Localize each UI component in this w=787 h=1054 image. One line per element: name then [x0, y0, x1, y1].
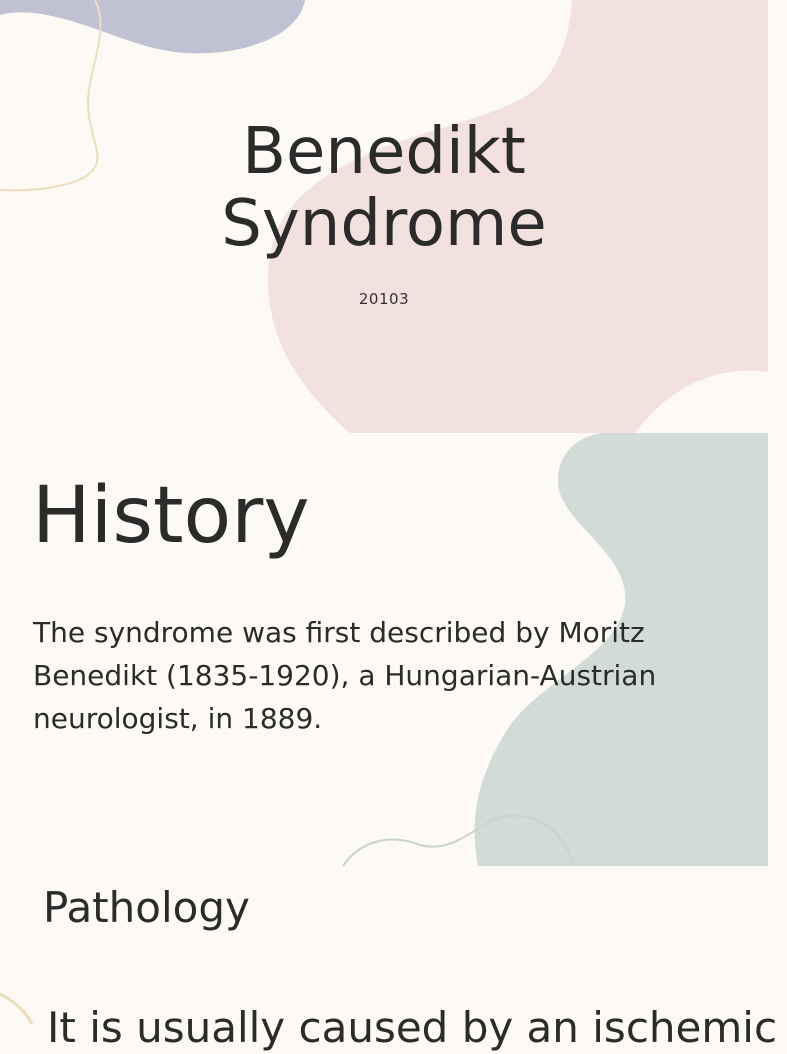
slide-subtitle: 20103 — [358, 290, 410, 308]
lavender-blob-shape — [0, 0, 305, 53]
slide-body-text: The syndrome was first described by Moritz Benedikt (1835-1920), a Hungarian-Austrian neurologist, in 1889. — [33, 616, 657, 735]
pathology-slide — [0, 866, 778, 1052]
slide-body-text: It is usually caused by an ischemic — [47, 1003, 778, 1052]
slide-heading: Pathology — [43, 883, 250, 932]
history-slide — [0, 433, 768, 866]
title-slide — [0, 0, 768, 433]
slide-heading: History — [32, 471, 310, 561]
slide-title: Benedikt Syndrome — [221, 115, 547, 261]
decorative-curve-line — [0, 994, 32, 1024]
